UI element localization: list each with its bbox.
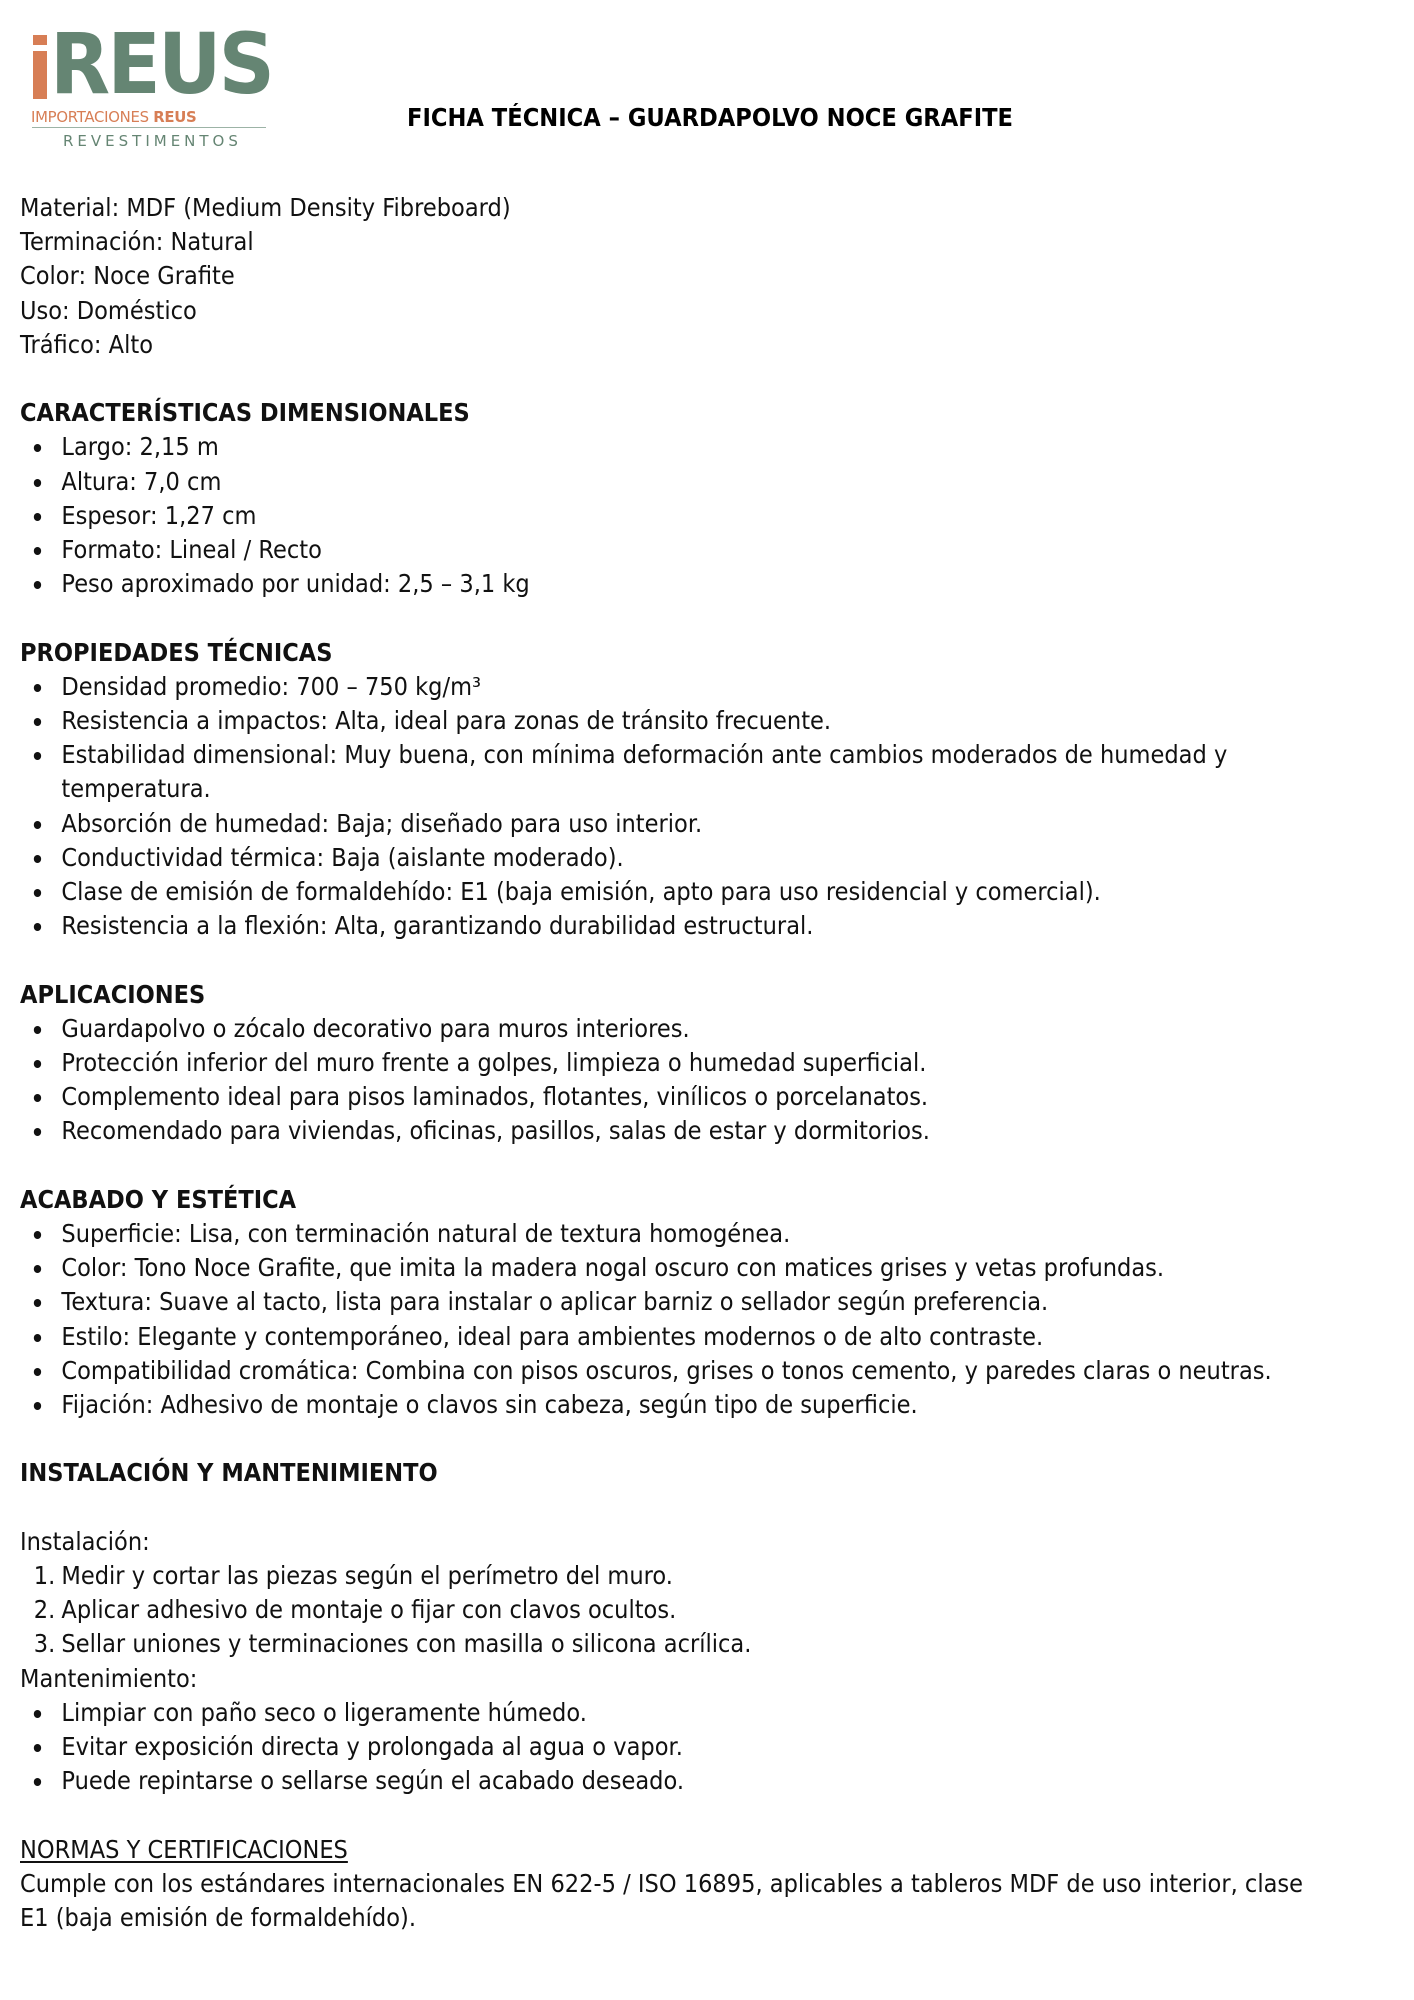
bullet-icon bbox=[34, 479, 41, 487]
list-item: Clase de emisión de formaldehído: E1 (baja emisión, apto para uso residencial y comercial). bbox=[20, 875, 1317, 909]
list-item: Textura: Suave al tacto, lista para instalar o aplicar barniz o sellador según preferencia. bbox=[20, 1285, 1317, 1319]
section-technical bbox=[20, 636, 1317, 944]
spec-material: Material: MDF (Medium Density Fibreboard) bbox=[20, 193, 511, 222]
section-finish bbox=[20, 1183, 1317, 1422]
bullet-icon bbox=[34, 1231, 41, 1239]
standards-text: Cumple con los estándares internacionales EN 622-5 / ISO 16895, aplicables a tableros MDF de uso interior, clase E1 (baja emisión de formaldehído). bbox=[20, 1868, 1304, 1933]
bullet-icon bbox=[34, 444, 41, 452]
bullet-icon bbox=[34, 1710, 41, 1718]
bullet-icon bbox=[34, 1744, 41, 1752]
spec-color: Color: Noce Grafite bbox=[20, 261, 235, 291]
finish-list bbox=[20, 1217, 1317, 1422]
logo-i-dot bbox=[33, 35, 47, 45]
list-item: Complemento ideal para pisos laminados, flotantes, vinílicos o porcelanatos. bbox=[20, 1080, 1317, 1114]
list-item: Resistencia a la flexión: Alta, garantizando durabilidad estructural. bbox=[20, 909, 1317, 943]
list-item: Peso aproximado por unidad: 2,5 – 3,1 kg bbox=[20, 567, 1317, 601]
bullet-icon bbox=[34, 684, 41, 692]
bullet-icon bbox=[34, 513, 41, 521]
general-specs bbox=[20, 191, 1317, 362]
installation-steps bbox=[20, 1559, 1317, 1662]
bullet-icon bbox=[34, 1778, 41, 1786]
bullet-icon bbox=[34, 1368, 41, 1376]
list-item: Superficie: Lisa, con terminación natural de textura homogénea. bbox=[20, 1217, 1317, 1251]
list-item: Color: Tono Noce Grafite, que imita la madera nogal oscuro con matices grises y vetas profundas. bbox=[20, 1251, 1317, 1285]
section-dimensional bbox=[20, 396, 1317, 601]
list-item: Recomendado para viviendas, oficinas, pasillos, salas de estar y dormitorios. bbox=[20, 1114, 1317, 1148]
bullet-icon bbox=[34, 1402, 41, 1410]
company-logo bbox=[30, 15, 273, 154]
spec-traffic: Tráfico: Alto bbox=[20, 329, 153, 359]
list-item: Guardapolvo o zócalo decorativo para muros interiores. bbox=[20, 1012, 1317, 1046]
list-item: Resistencia a impactos: Alta, ideal para zonas de tránsito frecuente. bbox=[20, 704, 1317, 738]
spacer bbox=[20, 1491, 1317, 1525]
logo-i-stem bbox=[33, 51, 47, 99]
list-item: Altura: 7,0 cm bbox=[20, 465, 1317, 499]
bullet-icon bbox=[34, 547, 41, 555]
dimensional-list bbox=[20, 430, 1317, 601]
technical-list bbox=[20, 670, 1317, 944]
list-item: Estabilidad dimensional: Muy buena, con mínima deformación ante cambios moderados de humedad y temperatura. bbox=[20, 738, 1322, 806]
list-item: 3. Sellar uniones y terminaciones con masilla o silicona acrílica. bbox=[20, 1627, 1317, 1661]
bullet-icon bbox=[34, 923, 41, 931]
list-item: Estilo: Elegante y contemporáneo, ideal para ambientes modernos o de alto contraste. bbox=[20, 1320, 1317, 1354]
list-item: Densidad promedio: 700 – 750 kg/m³ bbox=[20, 670, 1317, 704]
section-heading: APLICACIONES bbox=[20, 979, 206, 1009]
spec-use: Uso: Doméstico bbox=[20, 295, 197, 325]
bullet-icon bbox=[34, 581, 41, 589]
list-item: Compatibilidad cromática: Combina con pisos oscuros, grises o tonos cemento, y paredes claras o neutras. bbox=[20, 1354, 1317, 1388]
list-item: Largo: 2,15 m bbox=[20, 430, 1317, 464]
spacer bbox=[20, 943, 1317, 977]
maintenance-list bbox=[20, 1696, 1317, 1799]
list-item: Conductividad térmica: Baja (aislante moderado). bbox=[20, 841, 1317, 875]
bullet-icon bbox=[34, 1128, 41, 1136]
bullet-icon bbox=[34, 1299, 41, 1307]
bullet-icon bbox=[34, 1094, 41, 1102]
step-number: 3. bbox=[33, 1629, 56, 1659]
section-heading: NORMAS Y CERTIFICACIONES bbox=[20, 1834, 348, 1864]
section-standards bbox=[20, 1833, 1317, 1936]
section-installation bbox=[20, 1456, 1317, 1798]
bullet-icon bbox=[34, 1026, 41, 1034]
spacer bbox=[20, 1422, 1317, 1456]
spacer bbox=[20, 362, 1317, 396]
installation-label: Instalación: bbox=[20, 1526, 150, 1556]
spacer bbox=[20, 1149, 1317, 1183]
section-heading: CARACTERÍSTICAS DIMENSIONALES bbox=[20, 398, 470, 428]
bullet-icon bbox=[34, 821, 41, 829]
step-number: 2. bbox=[33, 1595, 56, 1625]
list-item: Formato: Lineal / Recto bbox=[20, 533, 1317, 567]
logo-divider bbox=[32, 127, 266, 128]
bullet-icon bbox=[34, 1060, 41, 1068]
list-item: Evitar exposición directa y prolongada al agua o vapor. bbox=[20, 1730, 1317, 1764]
bullet-icon bbox=[34, 889, 41, 897]
bullet-icon bbox=[34, 1265, 41, 1273]
logo-subtitle-bold: REUS bbox=[153, 108, 197, 126]
logo-subtitle bbox=[31, 107, 196, 127]
section-heading: ACABADO Y ESTÉTICA bbox=[20, 1184, 297, 1214]
document-title: FICHA TÉCNICA – GUARDAPOLVO NOCE GRAFITE bbox=[407, 103, 1014, 132]
list-item: 1. Medir y cortar las piezas según el perímetro del muro. bbox=[20, 1559, 1317, 1593]
logo-subtitle-main: IMPORTACIONES bbox=[31, 108, 154, 126]
logo-tagline: REVESTIMENTOS bbox=[63, 132, 242, 150]
applications-list bbox=[20, 1012, 1317, 1149]
bullet-icon bbox=[34, 855, 41, 863]
list-item: Protección inferior del muro frente a golpes, limpieza o humedad superficial. bbox=[20, 1046, 1317, 1080]
list-item: 2. Aplicar adhesivo de montaje o fijar con clavos ocultos. bbox=[20, 1593, 1317, 1627]
list-item: Espesor: 1,27 cm bbox=[20, 499, 1317, 533]
spacer bbox=[20, 601, 1317, 635]
document-body bbox=[20, 191, 1400, 1935]
bullet-icon bbox=[34, 1334, 41, 1342]
section-heading: PROPIEDADES TÉCNICAS bbox=[20, 637, 333, 667]
spec-finish: Terminación: Natural bbox=[20, 227, 254, 257]
section-applications bbox=[20, 978, 1317, 1149]
spacer bbox=[20, 1798, 1317, 1832]
section-heading: INSTALACIÓN Y MANTENIMIENTO bbox=[20, 1458, 438, 1488]
list-item: Absorción de humedad: Baja; diseñado para uso interior. bbox=[20, 807, 1317, 841]
bullet-icon bbox=[34, 718, 41, 726]
list-item: Fijación: Adhesivo de montaje o clavos sin cabeza, según tipo de superficie. bbox=[20, 1388, 1317, 1422]
list-item: Puede repintarse o sellarse según el acabado deseado. bbox=[20, 1764, 1317, 1798]
maintenance-label: Mantenimiento: bbox=[20, 1663, 198, 1693]
list-item: Limpiar con paño seco o ligeramente húmedo. bbox=[20, 1696, 1317, 1730]
step-number: 1. bbox=[33, 1561, 56, 1591]
logo-wordmark: REUS bbox=[50, 15, 273, 113]
bullet-icon bbox=[34, 752, 41, 760]
